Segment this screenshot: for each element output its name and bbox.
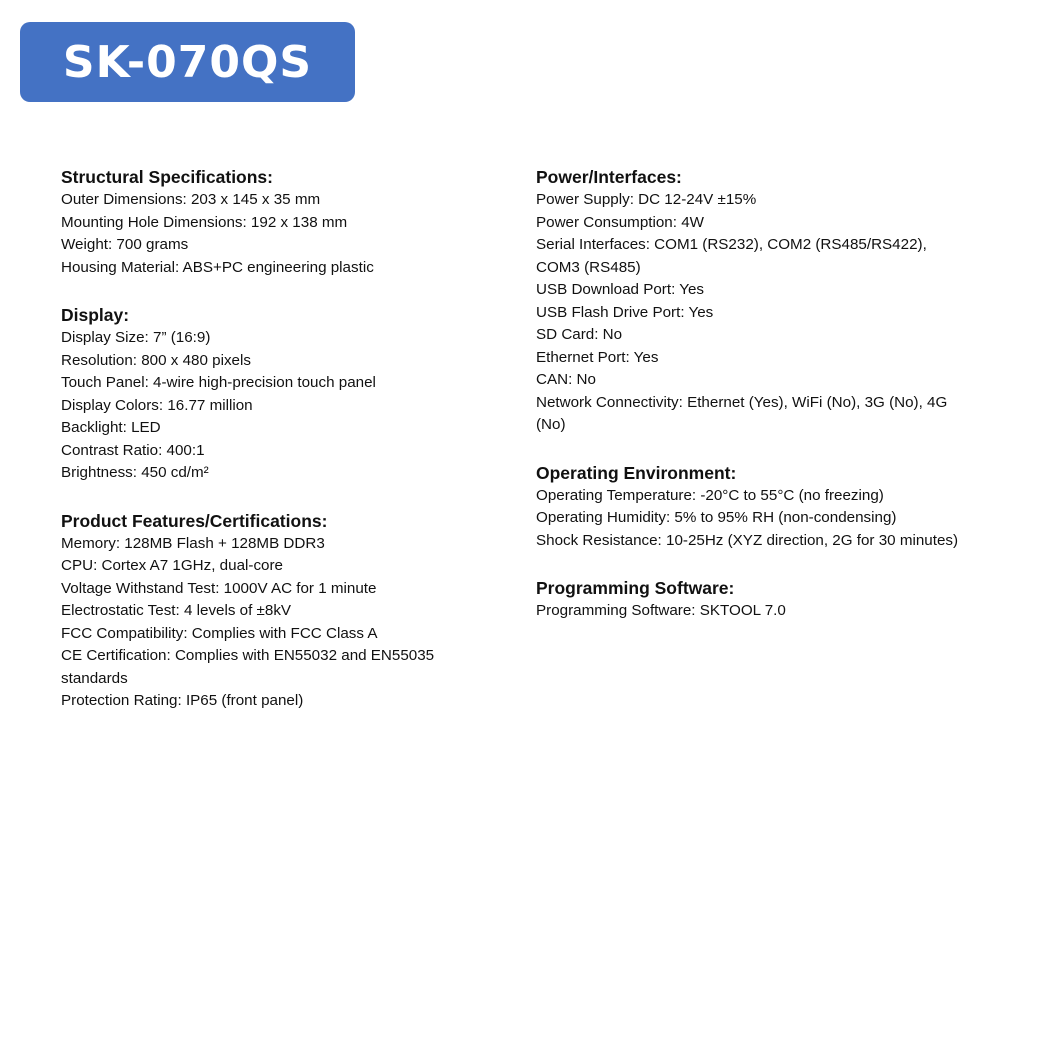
spec-line: Operating Temperature: -20°C to 55°C (no freezing) <box>536 486 884 504</box>
spec-line: CPU: Cortex A7 1GHz, dual-core <box>61 557 283 574</box>
spec-line: Electrostatic Test: 4 levels of ±8kV <box>61 602 292 619</box>
spec-line: SD Card: No <box>536 326 623 343</box>
spec-line: Display Size: 7” (16:9) <box>61 329 211 346</box>
spec-section <box>536 166 964 437</box>
model-title-badge <box>20 22 355 102</box>
spec-line: Shock Resistance: 10-25Hz (XYZ direction, 2G for 30 minutes) <box>536 531 959 549</box>
section-heading: Product Features/Certifications: <box>61 510 328 531</box>
section-heading: Power/Interfaces: <box>536 167 682 187</box>
spec-line: CE Certification: Complies with EN55032 and EN55035 standards <box>61 647 435 687</box>
spec-line: Power Consumption: 4W <box>536 213 704 231</box>
spec-line: CAN: No <box>536 371 596 388</box>
spec-line: Contrast Ratio: 400:1 <box>61 441 205 459</box>
spec-line: Memory: 128MB Flash + 128MB DDR3 <box>61 534 325 552</box>
spec-line: Backlight: LED <box>61 419 161 436</box>
spec-line: Power Supply: DC 12-24V ±15% <box>536 191 757 208</box>
spec-line: Voltage Withstand Test: 1000V AC for 1 minute <box>61 579 377 597</box>
spec-line: Operating Humidity: 5% to 95% RH (non-condensing) <box>536 509 897 526</box>
spec-line: Weight: 700 grams <box>61 236 189 253</box>
spec-line: Housing Material: ABS+PC engineering plastic <box>61 258 374 276</box>
section-heading: Programming Software: <box>536 578 735 598</box>
spec-line: USB Flash Drive Port: Yes <box>536 303 714 321</box>
spec-line: Touch Panel: 4-wire high-precision touch panel <box>61 374 376 391</box>
spec-line: Outer Dimensions: 203 x 145 x 35 mm <box>61 191 321 208</box>
spec-section <box>536 462 964 553</box>
spec-line: Resolution: 800 x 480 pixels <box>61 351 251 369</box>
section-heading: Operating Environment: <box>536 462 737 483</box>
spec-line: Serial Interfaces: COM1 (RS232), COM2 (RS485/RS422), COM3 (RS485) <box>536 236 927 276</box>
left-column <box>61 166 481 738</box>
section-heading: Display: <box>61 305 130 325</box>
spec-section <box>61 304 481 485</box>
spec-line: Display Colors: 16.77 million <box>61 396 253 414</box>
spec-section <box>536 577 964 623</box>
spec-line: Brightness: 450 cd/m² <box>61 464 209 481</box>
spec-line: USB Download Port: Yes <box>536 281 705 298</box>
spec-line: Ethernet Port: Yes <box>536 348 659 366</box>
spec-section <box>61 166 481 279</box>
spec-line: FCC Compatibility: Complies with FCC Class A <box>61 624 378 642</box>
spec-section <box>61 510 481 713</box>
spec-line: Programming Software: SKTOOL 7.0 <box>536 602 786 619</box>
spec-line: Network Connectivity: Ethernet (Yes), WiFi (No), 3G (No), 4G (No) <box>536 393 948 433</box>
spec-line: Protection Rating: IP65 (front panel) <box>61 692 304 709</box>
model-title: SK-070QS <box>62 36 313 88</box>
right-column <box>536 166 964 648</box>
section-heading: Structural Specifications: <box>61 167 273 187</box>
spec-line: Mounting Hole Dimensions: 192 x 138 mm <box>61 213 348 231</box>
